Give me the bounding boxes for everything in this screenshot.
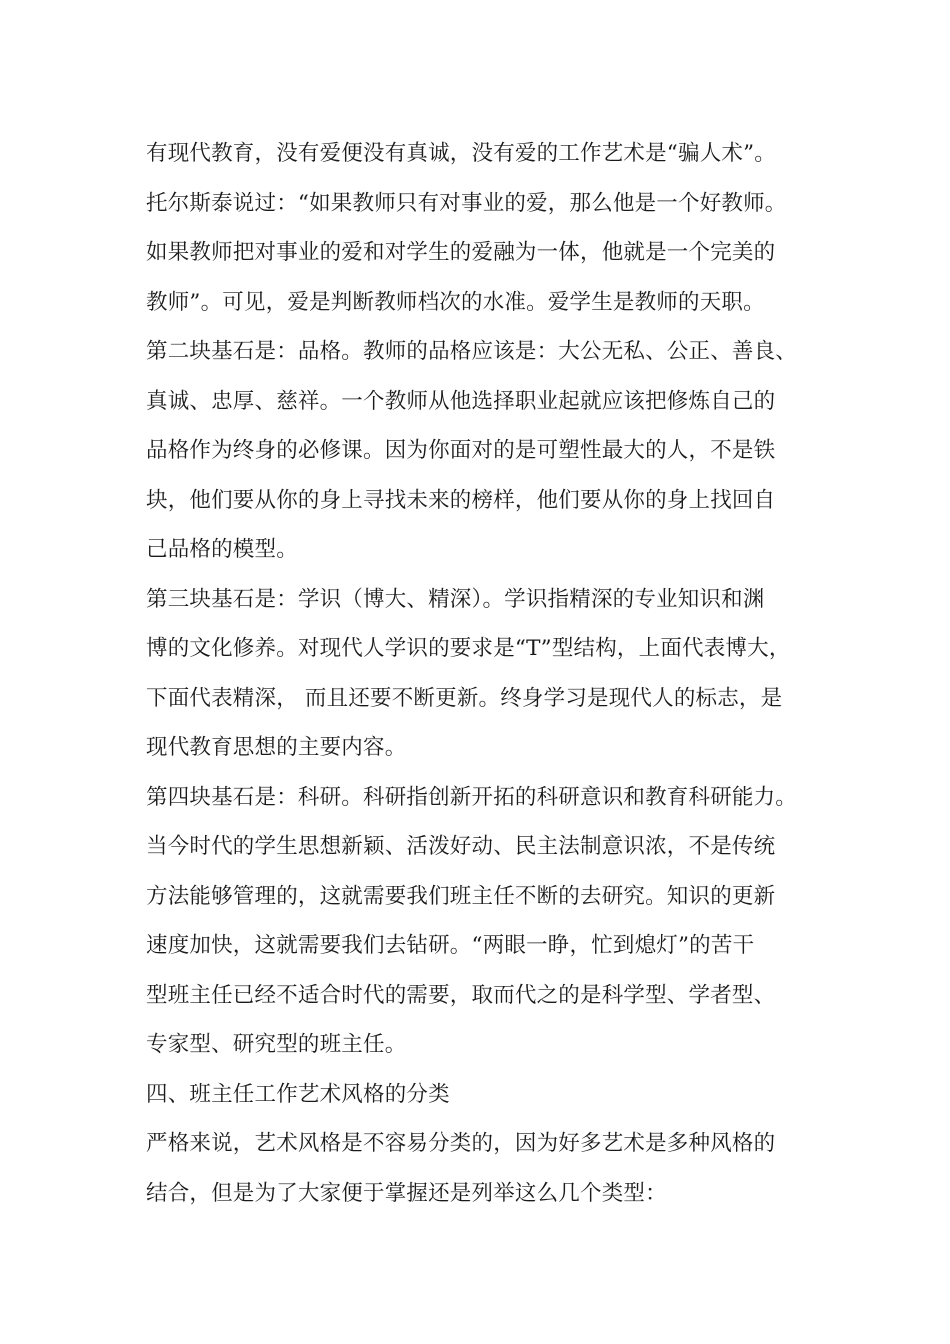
text-line: 教师”。可见，爱是判断教师档次的水准。爱学生是教师的天职。: [146, 289, 765, 315]
text-line: 块，他们要从你的身上寻找未来的榜样，他们要从你的身上找回自: [146, 487, 776, 513]
section-heading: 四、班主任工作艺术风格的分类: [146, 1081, 450, 1107]
paragraph-start-line: 第四块基石是：科研。科研指创新开拓的科研意识和教育科研能力。: [146, 784, 798, 810]
text-line: 如果教师把对事业的爱和对学生的爱融为一体，他就是一个完美的: [146, 240, 776, 265]
text-line: 己品格的模型。: [146, 537, 298, 562]
document-body: [146, 129, 846, 1218]
text-line: 型班主任已经不适合时代的需要，取而代之的是科学型、学者型、: [146, 982, 776, 1008]
text-line: 品格作为终身的必修课。因为你面对的是可塑性最大的人，不是铁: [146, 438, 776, 463]
text-line: 速度加快，这就需要我们去钻研。“两眼一睁，忙到熄灯”的苦干: [146, 933, 755, 958]
text-line: 现代教育思想的主要内容。: [146, 735, 407, 760]
text-line: 博的文化修养。对现代人学识的要求是“T”型结构，上面代表博大，: [146, 636, 791, 661]
text-line: 有现代教育，没有爱便没有真诚，没有爱的工作艺术是“骗人术”。: [146, 141, 776, 166]
paragraph-start-line: 第三块基石是：学识（博大、精深）。学识指精深的专业知识和渊: [146, 586, 765, 612]
text-line: 下面代表精深， 而且还要不断更新。终身学习是现代人的标志，是: [146, 685, 783, 711]
text-line: 方法能够管理的，这就需要我们班主任不断的去研究。知识的更新: [146, 883, 776, 909]
text-line: 当今时代的学生思想新颖、活泼好动、民主法制意识浓，不是传统: [146, 834, 776, 859]
text-line: 真诚、忠厚、慈祥。一个教师从他选择职业起就应该把修炼自己的: [146, 388, 776, 414]
paragraph-start-line: 第二块基石是：品格。教师的品格应该是：大公无私、公正、善良、: [146, 339, 798, 364]
text-line: 托尔斯泰说过：“如果教师只有对事业的爱，那么他是一个好教师。: [146, 190, 787, 216]
text-line: 专家型、研究型的班主任。: [146, 1032, 407, 1057]
text-line: 结合，但是为了大家便于掌握还是列举这么几个类型：: [146, 1180, 667, 1206]
paragraph-start-line: 严格来说，艺术风格是不容易分类的，因为好多艺术是多种风格的: [146, 1131, 776, 1156]
